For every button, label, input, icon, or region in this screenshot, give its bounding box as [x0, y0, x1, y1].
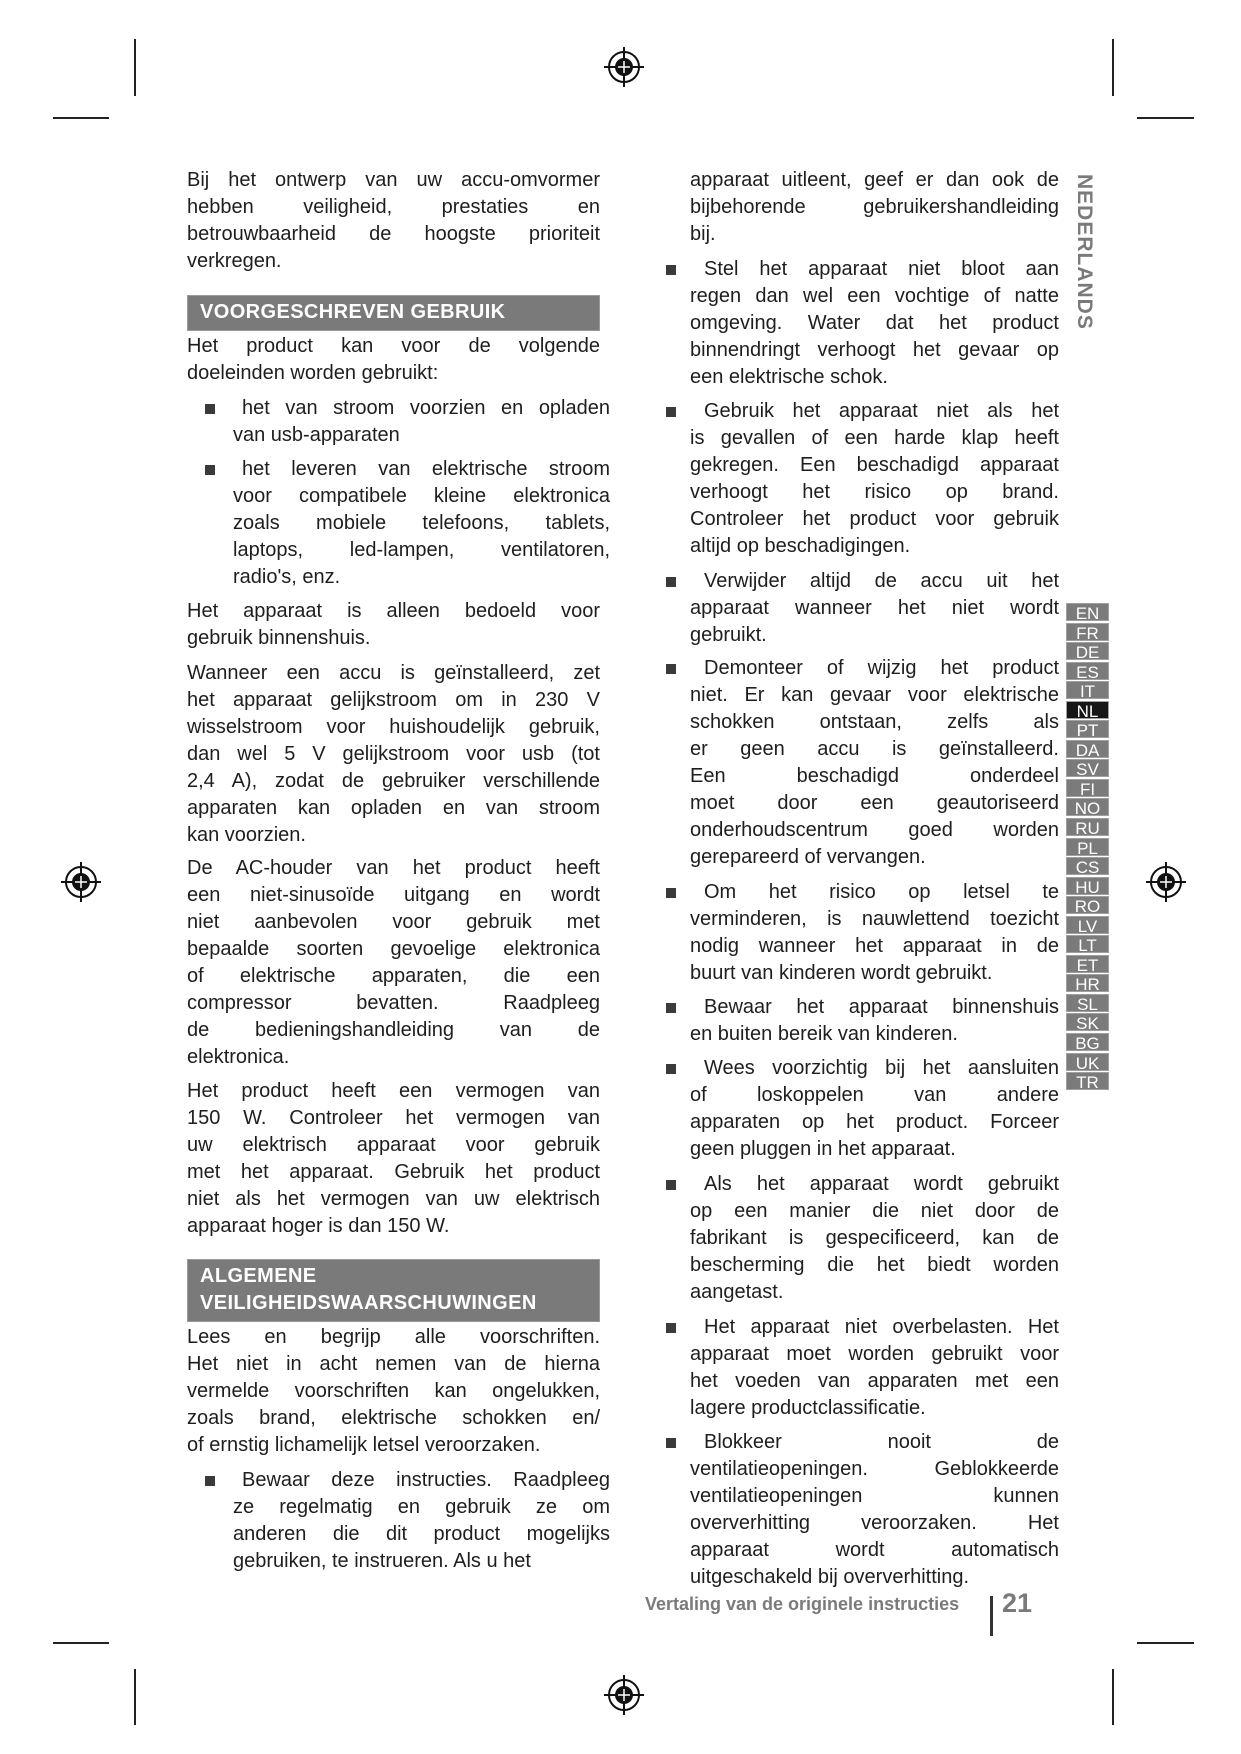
text-line: oververhitting veroorzaken. Het	[690, 1512, 1059, 1534]
crop-mark	[1112, 1669, 1114, 1725]
bullet-square-icon	[666, 577, 676, 587]
text-line: zoals mobiele telefoons, tablets,	[233, 512, 610, 534]
heading-text: VEILIGHEIDSWAARSCHUWINGEN	[200, 1292, 537, 1314]
bullet-item	[690, 1429, 1059, 1591]
registration-mark-icon	[1144, 860, 1188, 904]
text-line: 150 W. Controleer het vermogen van	[187, 1107, 600, 1129]
text-line: of ernstig lichamelijk letsel veroorzaken.	[187, 1434, 541, 1456]
text-line: binnendringt verhoogt het gevaar op	[690, 339, 1059, 361]
text-line: Als het apparaat wordt gebruikt	[704, 1173, 1059, 1195]
text-line: het apparaat gelijkstroom om in 230 V	[187, 689, 600, 711]
text-line: ventilatieopeningen. Geblokkeerde	[690, 1458, 1059, 1480]
intro-paragraph	[187, 167, 600, 275]
registration-mark-icon	[602, 45, 646, 89]
language-tab-fr[interactable]: FR	[1066, 623, 1109, 641]
bullet-item	[233, 1467, 610, 1575]
language-tab-no[interactable]: NO	[1066, 798, 1109, 816]
crop-mark	[1137, 117, 1194, 119]
language-tab-lv[interactable]: LV	[1066, 916, 1109, 934]
bullet-item	[690, 398, 1059, 560]
language-tab-lt[interactable]: LT	[1066, 935, 1109, 953]
text-line: anderen die dit product mogelijks	[233, 1523, 610, 1545]
text-line: Bewaar deze instructies. Raadpleeg	[242, 1469, 610, 1491]
text-line: Het apparaat is alleen bedoeld voor	[187, 600, 600, 622]
text-line: een elektrische schok.	[690, 366, 888, 388]
language-tab-uk[interactable]: UK	[1066, 1053, 1109, 1071]
text-line: compressor bevatten. Raadpleeg	[187, 992, 600, 1014]
text-line: Om het risico op letsel te	[704, 881, 1059, 903]
crop-mark	[1137, 1642, 1194, 1644]
text-line: apparaat uitleent, geef er dan ook de	[690, 169, 1059, 191]
language-tab-da[interactable]: DA	[1066, 740, 1109, 758]
bullet-item	[690, 1171, 1059, 1306]
text-line: gerepareerd of vervangen.	[690, 846, 926, 868]
text-line: uitgeschakeld bij oververhitting.	[690, 1566, 970, 1588]
text-line: betrouwbaarheid de hoogste prioriteit	[187, 223, 600, 245]
bullet-square-icon	[205, 404, 215, 414]
text-line: gebruik binnenshuis.	[187, 627, 371, 649]
text-line: voor compatibele kleine elektronica	[233, 485, 610, 507]
language-tab-ro[interactable]: RO	[1066, 896, 1109, 914]
language-tab-en[interactable]: EN	[1066, 603, 1109, 621]
text-line: het van stroom voorzien en opladen	[242, 397, 610, 419]
text-line: apparaat moet worden gebruikt voor	[690, 1343, 1059, 1365]
page-number: 21	[1002, 1588, 1033, 1618]
bullet-item	[690, 1055, 1059, 1163]
text-line: niet als het vermogen van uw elektrisch	[187, 1188, 600, 1210]
text-line: bepaalde soorten gevoelige elektronica	[187, 938, 600, 960]
text-line: moet door een geautoriseerd	[690, 792, 1059, 814]
language-tab-sk[interactable]: SK	[1066, 1013, 1109, 1031]
text-line: regen dan wel een vochtige of natte	[690, 285, 1059, 307]
language-tab-sv[interactable]: SV	[1066, 759, 1109, 777]
bullet-item	[233, 395, 610, 449]
text-line: niet. Er kan gevaar voor elektrische	[690, 684, 1059, 706]
language-tab-et[interactable]: ET	[1066, 955, 1109, 973]
crop-mark	[1112, 39, 1114, 96]
language-tab-cs[interactable]: CS	[1066, 857, 1109, 875]
language-tab-tr[interactable]: TR	[1066, 1072, 1109, 1090]
text-line: Het niet in acht nemen van de hierna	[187, 1353, 600, 1375]
text-line: hebben veiligheid, prestaties en	[187, 196, 600, 218]
text-line: Demonteer of wijzig het product	[704, 657, 1059, 679]
bullet-square-icon	[666, 888, 676, 898]
text-line: gekregen. Een beschadigd apparaat	[690, 454, 1059, 476]
language-side-label	[1072, 174, 1096, 344]
text-line: kan voorzien.	[187, 824, 306, 846]
text-line: Bewaar het apparaat binnenshuis	[704, 996, 1059, 1018]
text-line: ze regelmatig en gebruik ze om	[233, 1496, 610, 1518]
text-line: Blokkeer nooit de	[704, 1431, 1059, 1453]
text-line: de bedieningshandleiding van de	[187, 1019, 600, 1041]
text-line: verhoogt het risico op brand.	[690, 481, 1059, 503]
text-line: en buiten bereik van kinderen.	[690, 1023, 958, 1045]
text-line: Het apparaat niet overbelasten. Het	[704, 1316, 1059, 1338]
language-tab-pl[interactable]: PL	[1066, 838, 1109, 856]
text-line: bijbehorende gebruikershandleiding	[690, 196, 1059, 218]
text-line: gebruiken, te instrueren. Als u het	[233, 1550, 531, 1572]
text-line: niet aanbevolen voor gebruik met	[187, 911, 600, 933]
text-line: zoals brand, elektrische schokken en/	[187, 1407, 600, 1429]
text-line: apparaat wanneer het niet wordt	[690, 597, 1059, 619]
text-line: dan wel 5 V gelijkstroom voor usb (tot	[187, 743, 600, 765]
bullet-square-icon	[666, 1003, 676, 1013]
text-line: Stel het apparaat niet bloot aan	[704, 258, 1059, 280]
language-tab-hu[interactable]: HU	[1066, 877, 1109, 895]
text-line: van usb-apparaten	[233, 424, 400, 446]
text-line: Bij het ontwerp van uw accu-omvormer	[187, 169, 600, 191]
crop-mark	[53, 117, 109, 119]
language-tab-de[interactable]: DE	[1066, 642, 1109, 660]
read-paragraph	[187, 1324, 600, 1459]
language-tab-hr[interactable]: HR	[1066, 974, 1109, 992]
text-line: omgeving. Water dat het product	[690, 312, 1059, 334]
text-line: Verwijder altijd de accu uit het	[704, 570, 1059, 592]
text-line: apparaat hoger is dan 150 W.	[187, 1215, 450, 1237]
text-line: lagere productclassificatie.	[690, 1397, 926, 1419]
bullet-square-icon	[666, 407, 676, 417]
bullet-square-icon	[666, 664, 676, 674]
bullet-item	[690, 994, 1059, 1048]
heading-text: VOORGESCHREVEN GEBRUIK	[200, 301, 506, 323]
language-tab-ru[interactable]: RU	[1066, 818, 1109, 836]
bullet-item	[233, 456, 610, 591]
text-line: radio's, enz.	[233, 566, 341, 588]
text-line: of elektrische apparaten, die een	[187, 965, 600, 987]
text-line: op een manier die niet door de	[690, 1200, 1059, 1222]
section-heading-intended-use	[187, 295, 600, 331]
language-tab-fi[interactable]: FI	[1066, 779, 1109, 797]
text-line: een niet-sinusoïde uitgang en wordt	[187, 884, 600, 906]
language-tab-sl[interactable]: SL	[1066, 994, 1109, 1012]
language-tab-pt[interactable]: PT	[1066, 720, 1109, 738]
text-line: Wees voorzichtig bij het aansluiten	[704, 1057, 1059, 1079]
text-line: onderhoudscentrum goed worden	[690, 819, 1059, 841]
text-line: Wanneer een accu is geïnstalleerd, zet	[187, 662, 600, 684]
bullet-item	[690, 568, 1059, 649]
power-paragraph	[187, 1078, 600, 1240]
bullet-item	[690, 1314, 1059, 1422]
text-line: bescherming die het biedt worden	[690, 1254, 1059, 1276]
text-line: of loskoppelen van andere	[690, 1084, 1059, 1106]
text-line: wisselstroom voor huishoudelijk gebruik,	[187, 716, 600, 738]
bullet-item	[690, 879, 1059, 987]
intended-use-paragraph	[187, 333, 600, 387]
bullet-square-icon	[666, 1438, 676, 1448]
text-line: uw elektrisch apparaat voor gebruik	[187, 1134, 600, 1156]
crop-mark	[53, 1642, 109, 1644]
text-line: gebruikt.	[690, 624, 767, 646]
registration-mark-icon	[602, 1673, 646, 1717]
language-tab-it[interactable]: IT	[1066, 681, 1109, 699]
indoor-paragraph	[187, 598, 600, 652]
text-line: Een beschadigd onderdeel	[690, 765, 1059, 787]
text-line: is gevallen of een harde klap heeft	[690, 427, 1059, 449]
text-line: verminderen, is nauwlettend toezicht	[690, 908, 1059, 930]
language-tab-nl[interactable]: NL	[1066, 701, 1109, 719]
text-line: apparaten op het product. Forceer	[690, 1111, 1059, 1133]
ac-paragraph	[187, 855, 600, 1071]
text-line: Lees en begrijp alle voorschriften.	[187, 1326, 600, 1348]
crop-mark	[134, 39, 136, 96]
text-line: fabrikant is gespecificeerd, kan de	[690, 1227, 1059, 1249]
text-line: aangetast.	[690, 1281, 784, 1303]
text-line: apparaten kan opladen en van stroom	[187, 797, 600, 819]
language-tabs	[1066, 603, 1109, 1092]
text-line: er geen accu is geïnstalleerd.	[690, 738, 1059, 760]
text-line: Gebruik het apparaat niet als het	[704, 400, 1059, 422]
text-line: 2,4 A), zodat de gebruiker verschillende	[187, 770, 600, 792]
text-line: laptops, led-lampen, ventilatoren,	[233, 539, 610, 561]
text-line: het voeden van apparaten met een	[690, 1370, 1059, 1392]
side-label-text: NEDERLANDS	[1073, 174, 1096, 330]
registration-mark-icon	[59, 860, 103, 904]
text-line: doeleinden worden gebruikt:	[187, 362, 439, 384]
text-line: ventilatieopeningen kunnen	[690, 1485, 1059, 1507]
bullet-square-icon	[666, 265, 676, 275]
footer-text: Vertaling van de originele instructies	[645, 1594, 960, 1614]
text-line: Het product kan voor de volgende	[187, 335, 600, 357]
text-line: geen pluggen in het apparaat.	[690, 1138, 956, 1160]
language-tab-bg[interactable]: BG	[1066, 1033, 1109, 1051]
bullet-square-icon	[666, 1064, 676, 1074]
text-line: schokken ontstaan, zelfs als	[690, 711, 1059, 733]
text-line: Controleer het product voor gebruik	[690, 508, 1059, 530]
text-line: Het product heeft een vermogen van	[187, 1080, 600, 1102]
heading-text: ALGEMENE	[200, 1265, 317, 1287]
text-line: De AC-houder van het product heeft	[187, 857, 600, 879]
text-line: elektronica.	[187, 1046, 290, 1068]
text-line: apparaat wordt automatisch	[690, 1539, 1059, 1561]
bullet-continuation	[690, 167, 1059, 248]
text-line: het leveren van elektrische stroom	[242, 458, 610, 480]
text-line: verkregen.	[187, 250, 282, 272]
crop-mark	[134, 1669, 136, 1725]
text-line: bij.	[690, 223, 716, 245]
bullet-square-icon	[205, 465, 215, 475]
text-line: nodig wanneer het apparaat in de	[690, 935, 1059, 957]
language-tab-es[interactable]: ES	[1066, 662, 1109, 680]
bullet-item	[690, 655, 1059, 871]
text-line: met het apparaat. Gebruik het product	[187, 1161, 600, 1183]
bullet-square-icon	[666, 1323, 676, 1333]
bullet-item	[690, 256, 1059, 391]
bullet-square-icon	[205, 1476, 215, 1486]
footer-divider	[990, 1596, 993, 1636]
text-line: vermelde voorschriften kan ongelukken,	[187, 1380, 600, 1402]
section-heading-safety	[187, 1259, 600, 1322]
battery-paragraph	[187, 660, 600, 849]
text-line: altijd op beschadigingen.	[690, 535, 911, 557]
bullet-square-icon	[666, 1180, 676, 1190]
text-line: buurt van kinderen wordt gebruikt.	[690, 962, 993, 984]
